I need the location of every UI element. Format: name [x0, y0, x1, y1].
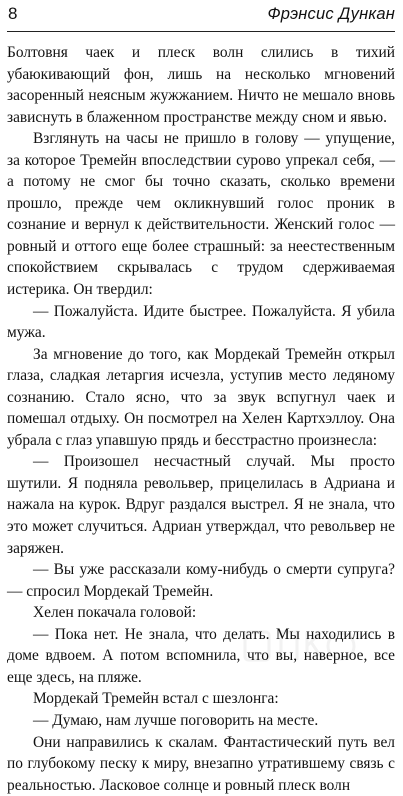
dialogue-line: — Пока нет. Не знала, что делать. Мы находились в доме вдвоем. А потом вспомнила, что вы, наверное, все еще здесь, на пляже. — [7, 624, 395, 689]
page-number: 8 — [8, 4, 17, 24]
dialogue-line: — Думаю, нам лучше поговорить на месте. — [7, 710, 395, 732]
running-head-author: Фрэнсис Дункан — [267, 4, 395, 24]
dialogue-line: — Вы уже рассказали кому-нибудь о смерти супруга? — спросил Мордекай Тремейн. — [7, 559, 395, 602]
paragraph: Они направились к скалам. Фантастический путь вел по глубокому песку к миру, внезапно утратившему связь с реальностью. Ласковое солнце и ровный плеск волн — [7, 732, 395, 796]
paragraph: Мордекай Тремейн встал с шезлонга: — [7, 688, 395, 710]
page-header — [7, 0, 395, 32]
paragraph: Взглянуть на часы не пришло в голову — упущение, за которое Тремейн впоследствии сурово упрекал себя, — а потому не смог бы точно сказать, сколько времени прошло, прежде чем окликнувший голос проник в сознание и вернул к действительности. Женский голос — ровный и оттого еще более страшный: за неестественным спокойствием скрывалась с трудом сдерживаемая истерика. Он твердил: — [7, 128, 395, 300]
paragraph: Хелен покачала головой: — [7, 602, 395, 624]
dialogue-line: — Пожалуйста. Идите быстрее. Пожалуйста. Я убила мужа. — [7, 301, 395, 344]
body-text — [7, 42, 395, 796]
paragraph: За мгновение до того, как Мордекай Тремейн открыл глаза, сладкая летаргия исчезла, уступив место ледяному сознанию. Стало ясно, что за звук вспугнул чаек и помешал отдыху. Он посмотрел на Хелен Картхэллоу. Она убрала с глаз упавшую прядь и бесстрастно произнесла: — [7, 344, 395, 452]
dialogue-line: — Произошел несчастный случай. Мы просто шутили. Я подняла револьвер, прицелилась в Адриана и нажала на курок. Вдруг раздался выстрел. Я не знала, что это может случиться. Адриан утверждал, что револьвер не заряжен. — [7, 451, 395, 559]
paragraph: Болтовня чаек и плеск волн слились в тихий убаюкивающий фон, лишь на несколько мгновений засоренный неясным жужжанием. Ничто не мешало вновь зависнуть в блаженном пространстве между сном и явью. — [7, 42, 395, 128]
